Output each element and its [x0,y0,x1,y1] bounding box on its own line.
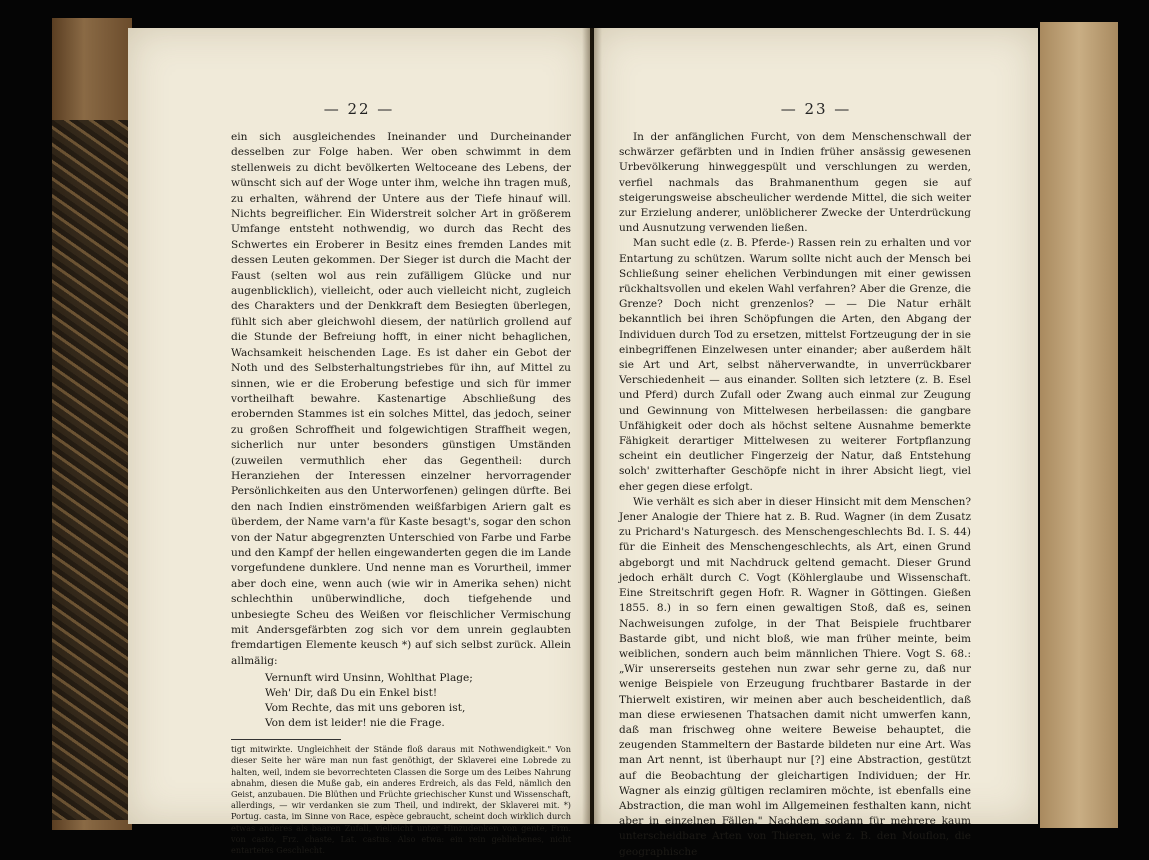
verse-line: Von dem ist leider! nie die Frage. [265,717,445,730]
left-page [128,28,590,856]
book-cover-right [1040,22,1118,828]
page-number: — 23 — [780,100,852,118]
verse-block [265,671,571,731]
verse-line: Vom Rechte, das mit uns geboren ist, [265,702,466,715]
verse-line: Vernunft wird Unsinn, Wohlthat Plage; [265,672,473,685]
page-body [231,130,571,856]
marbled-edge [52,120,128,820]
paragraph: Wie verhält es sich aber in dieser Hinsicht mit dem Menschen? Jener Analogie der Thiere hat z. B. Rud. Wagner (in dem Zusatz zu Prichard's Naturgesch. des Menschengeschlechts Bd. I. S. 44) für die Einheit des Menschengeschlechts, als Art, einen Grund abgeborgt und mit Nachdruck geltend gemacht. Dieser Grund jedoch erhält durch C. Vogt (Köhlerglaube und Wissenschaft. Eine Streitschrift gegen Hofr. R. Wagner in Göttingen. Gießen 1855. 8.) in so fern einen gewaltigen Stoß, daß es, seinen Nachweisungen zufolge, in der That Beispiele fruchtbarer Bastarde gibt, und nicht bloß, wie man früher meinte, beim weiblichen, sondern auch beim männlichen Thiere. Vogt S. 68.: „Wir unsererseits gestehen nun zwar sehr gerne zu, daß nur wenige Beispiele von Erzeugung fruchtbarer Bastarde in der Thierwelt existiren, wir meinen aber auch bescheidentlich, daß man diese erwiesenen Thatsachen damit nicht umwerfen kann, daß man frischweg ohne weitere Beweise behauptet, die zeugenden Stammeltern der Bastarde bildeten nur eine Art. Was man Art nennt, ist überhaupt nur [?] eine Abstraction, gestützt auf die Beobachtung der gleichartigen Individuen; der Hr. Wagner als einzig gültigen reclamiren möchte, ist ebenfalls eine Abstraction, die man wohl im Allgemeinen festhalten kann, nicht aber in einzelnen Fällen." Nachdem sodann für mehrere kaum unterscheidbare Arten von Thieren, wie z. B. den Mouflon, die geographische [619,495,971,858]
footnote: tigt mitwirkte. Ungleichheit der Stände floß daraus mit Nothwendigkeit." Von dieser Seite her wäre man nun fast genöthigt, der Sklaverei eine Lobrede zu halten, weil, indem sie bevorrechteten Classen die Sorge um des Leibes Nahrung abnahm, diesen die Muße gab, ein anderes Erdreich, als das Feld, nämlich den Geist, anzubauen. Die Blüthen und Früchte griechischer Kunst und Wissenschaft, allerdings, — wir verdanken sie zum Theil, und indirekt, der Sklaverei mit. *) Portug. casta, im Sinne von Race, espèce gebraucht, scheint doch wirklich durch etwas anderes als baaren Zufall, vielleicht unter Hinzudenken von gente, Frm. von casto, Frz. chaste, Lat. castus. Also etwa: ein rein gebliebenes, nicht entartetes Geschlecht. [231,744,571,856]
paragraph: Man sucht edle (z. B. Pferde-) Rassen rein zu erhalten und vor Entartung zu schützen. Warum sollte nicht auch der Mensch bei Schließung seiner ehelichen Verbindungen mit einer gewissen rückhaltsvollen und ekelen Wahl verfahren? Aber die Grenze, die Grenze? Doch nicht grenzenlos? — — Die Natur erhält bekanntlich bei ihren Schöpfungen die Arten, den Abgang der Individuen durch Tod zu ersetzen, mittelst Fortzeugung der in sie einbegriffenen Einzelwesen unter einander; aber außerdem hält sie Art und Art, selbst näherverwandte, in unverrückbarer Verschiedenheit — aus einander. Sollten sich letztere (z. B. Esel und Pferd) durch Zufall oder Zwang auch einmal zur Zeugung und Gewinnung von Mittelwesen herbeilassen: die gangbare Unfähigkeit oder doch als höchst seltene Ausnahme bemerkte Fähigkeit derartiger Mittelwesen zu weiterer Fortpflanzung scheint ein deutlicher Fingerzeig der Natur, daß Entstehung solch' zwitterhafter Geschöpfe nicht in ihrer Absicht liegt, viel eher gegen diese erfolgt. [619,237,971,493]
page-body [619,130,971,860]
book-gutter [582,28,602,824]
paragraph: ein sich ausgleichendes Ineinander und Durcheinander desselben zur Folge haben. Wer oben schwimmt in dem stellenweis zu dicht bevölkerten Weltoceane des Lebens, der wünscht sich auf der Woge unter ihm, welche ihn tragen muß, zu erhalten, während der Untere aus der Tiefe hinauf will. Nichts begreiflicher. Ein Widerstreit solcher Art in größerem Umfange entsteht nothwendig, wo durch das Recht des Schwertes ein Eroberer in Besitz eines fremden Landes mit dessen Leuten gekommen. Der Sieger ist durch die Macht der Faust (selten wol aus rein zufälligem Glücke und nur augenblicklich), vielleicht, oder auch vielleicht nicht, zugleich des Charakters und der Denkkraft dem Besiegten überlegen, fühlt sich aber gleichwohl diesem, der natürlich grollend auf die Stunde der Befreiung hofft, in einer nicht behaglichen, Wachsamkeit heischenden Lage. Es ist daher ein Gebot der Noth und des Selbsterhaltungstriebes für ihn, auf Mittel zu sinnen, wie er die Eroberung befestige und sich für immer vortheilhaft bewahre. Kastenartige Abschließung des erobernden Stammes ist ein solches Mittel, das jedoch, seiner zu großen Schroffheit und folgewichtigen Straffheit wegen, sicherlich nur unter besonders günstigen Umständen (zuweilen vermuthlich eher das Gegentheil: durch Heranziehen der Interessen einzelner hervorragender Persönlichkeiten aus den Unterworfenen) gelingen dürfte. Bei den nach Indien einströmenden weißfarbigen Ariern galt es überdem, der Name varn'a für Kaste besagt's, sogar den schon von der Natur abgegrenzten Unterschied von Farbe und Farbe und den Kampf der hellen eingewanderten gegen die im Lande vorgefundene dunklere. Und nenne man es Vorurtheil, immer aber doch eine, wenn auch (wie wir in Amerika sehen) nicht schlechthin unüberwindliche, doch tiefgehende und unbesiegte Scheu des Weißen vor fleischlicher Vermischung mit Andersgefärbten zog sich vor dem unrein geglaubten fremdartigen Elemente keusch *) auf sich selbst zurück. Allein allmälig: [231,131,571,667]
page-number: — 22 — [323,100,395,118]
verse-line: Weh' Dir, daß Du ein Enkel bist! [265,687,438,700]
footnote-rule [231,739,341,740]
paragraph: In der anfänglichen Furcht, von dem Menschenschwall der schwärzer gefärbten und in Indien früher ansässig gewesenen Urbevölkerung hinweggespült und verschlungen zu werden, verfiel nachmals das Brahmanenthum gegen sie auf steigerungsweise abscheulicher werdende Mittel, die sich weiter zur Erzielung anderer, unlöblicherer Zwecke der Unterdrückung und Ausnutzung verwenden ließen. [619,131,971,235]
right-page [594,28,1038,858]
